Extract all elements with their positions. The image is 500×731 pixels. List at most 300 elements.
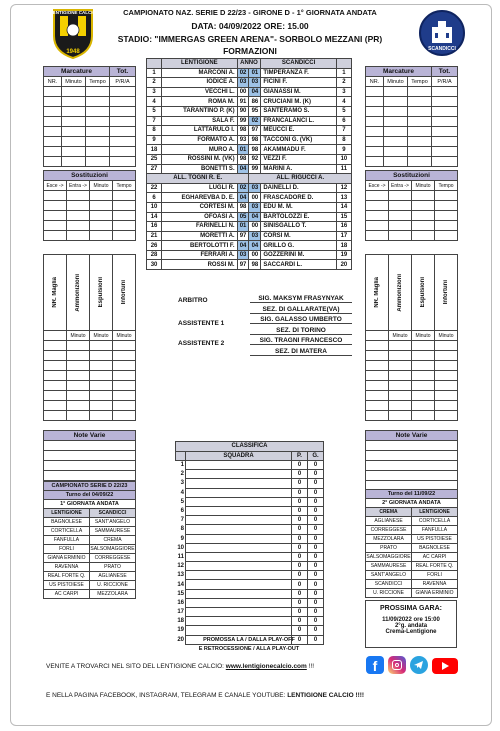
home-shirt-number: 5 — [147, 106, 162, 116]
empty-cell[interactable] — [86, 147, 110, 157]
assistant2-label: ASSISTENTE 2 — [178, 340, 225, 347]
away-shirt-number: 15 — [336, 212, 351, 222]
note-line[interactable] — [44, 461, 136, 471]
empty-cell[interactable] — [62, 127, 86, 137]
home-player-name: IODICE A. — [162, 78, 238, 88]
empty-cell[interactable] — [412, 221, 435, 231]
home-shirt-number: 18 — [147, 145, 162, 155]
team-cell[interactable] — [186, 580, 292, 589]
rank: 5 — [180, 498, 184, 505]
fixture-row — [44, 545, 136, 554]
empty-cell[interactable] — [113, 371, 136, 381]
empty-cell[interactable] — [366, 231, 389, 241]
round-title: 2° GIORNATA ANDATA — [366, 499, 458, 508]
empty-cell[interactable] — [90, 401, 113, 411]
team-cell[interactable] — [186, 479, 292, 488]
empty-cell[interactable] — [44, 341, 67, 351]
empty-cell[interactable] — [412, 381, 435, 391]
empty-cell[interactable] — [366, 201, 389, 211]
empty-cell[interactable] — [366, 211, 389, 221]
team-cell[interactable] — [186, 626, 292, 635]
standings-footnote-1: PROMOSSA LA / DALLA PLAY-OFF — [203, 637, 295, 643]
empty-cell[interactable] — [113, 201, 136, 211]
empty-cell[interactable] — [384, 117, 408, 127]
home-shirt-number: 9 — [147, 135, 162, 145]
footer-visit-text: VENITE A TROVARCI NEL SITO DEL LENTIGIONE CALCIO: — [46, 663, 224, 670]
empty-cell[interactable] — [408, 127, 432, 137]
round-championship: CAMPIONATO SERIE D 22/23 — [44, 482, 136, 491]
telegram-icon[interactable] — [410, 656, 428, 674]
empty-cell[interactable] — [44, 371, 67, 381]
empty-cell[interactable] — [90, 221, 113, 231]
empty-cell[interactable] — [44, 401, 67, 411]
empty-cell[interactable] — [412, 401, 435, 411]
empty-cell[interactable] — [67, 231, 90, 241]
empty-cell[interactable] — [44, 231, 67, 241]
points-cell: 0 — [292, 608, 308, 617]
empty-cell[interactable] — [366, 157, 384, 167]
right-marcature-cols — [366, 77, 458, 87]
empty-cell[interactable] — [389, 191, 412, 201]
note-line[interactable] — [366, 441, 458, 451]
standings-row — [176, 470, 324, 479]
rank: 20 — [177, 636, 184, 643]
empty-cell[interactable] — [44, 191, 67, 201]
empty-cell[interactable] — [67, 401, 90, 411]
empty-cell[interactable] — [432, 97, 458, 107]
empty-cell — [176, 451, 186, 461]
empty-cell[interactable] — [44, 361, 67, 371]
fixture-home: AC CARPI — [44, 590, 90, 599]
team-column-header: SQUADRA — [186, 451, 292, 461]
home-shirt-number: 6 — [147, 193, 162, 203]
empty-cell[interactable] — [113, 391, 136, 401]
empty-cell[interactable] — [86, 107, 110, 117]
points-cell: 0 — [292, 635, 308, 644]
empty-cell[interactable] — [435, 341, 458, 351]
empty-cell[interactable] — [67, 341, 90, 351]
team-cell[interactable] — [186, 525, 292, 534]
empty-cell[interactable] — [366, 191, 389, 201]
empty-cell[interactable] — [44, 411, 67, 421]
fixture-row — [44, 590, 136, 599]
team-cell[interactable] — [186, 571, 292, 580]
home-shirt-number: 21 — [147, 231, 162, 241]
team-cell[interactable] — [186, 552, 292, 561]
empty-cell[interactable] — [389, 411, 412, 421]
empty-cell[interactable] — [412, 361, 435, 371]
empty-cell[interactable] — [435, 221, 458, 231]
empty-cell[interactable] — [366, 137, 384, 147]
points-cell: 0 — [292, 525, 308, 534]
team-cell[interactable] — [186, 488, 292, 497]
empty-cell[interactable] — [62, 107, 86, 117]
youtube-icon[interactable] — [432, 658, 458, 674]
vertical-header: Espulsioni — [420, 277, 426, 308]
team-cell[interactable] — [186, 543, 292, 552]
empty-cell[interactable] — [62, 97, 86, 107]
games-cell: 0 — [308, 571, 324, 580]
empty-cell[interactable] — [86, 157, 110, 167]
vertical-header: Infortuni — [443, 280, 449, 305]
games-cell: 0 — [308, 608, 324, 617]
empty-cell[interactable] — [86, 137, 110, 147]
away-player-year: 04 — [249, 212, 261, 222]
empty-cell[interactable] — [435, 191, 458, 201]
note-line[interactable] — [366, 471, 458, 481]
team-cell[interactable] — [186, 608, 292, 617]
empty-cell[interactable] — [366, 381, 389, 391]
team-cell[interactable] — [186, 617, 292, 626]
home-player-year: 98 — [237, 154, 249, 164]
empty-cell[interactable] — [113, 401, 136, 411]
away-player-name: TIMPERANZA F. — [261, 68, 337, 78]
fixture-row — [366, 535, 458, 544]
empty-cell[interactable] — [435, 411, 458, 421]
empty-cell[interactable] — [408, 97, 432, 107]
fixture-home: SCANDICCI — [366, 580, 412, 589]
empty-cell[interactable] — [412, 351, 435, 361]
standings-row — [176, 506, 324, 515]
standings-row — [176, 534, 324, 543]
empty-cell[interactable] — [110, 87, 136, 97]
empty-cell[interactable] — [432, 87, 458, 97]
fixture-row — [366, 571, 458, 580]
empty-cell[interactable] — [113, 381, 136, 391]
empty-cell[interactable] — [113, 351, 136, 361]
empty-cell[interactable] — [412, 231, 435, 241]
home-player-year: 04 — [237, 241, 249, 251]
lineup-header-row — [147, 59, 352, 69]
fixture-away: SANT'ANGELO — [90, 518, 136, 527]
away-shirt-number: 16 — [336, 222, 351, 232]
away-player-year: 99 — [249, 164, 261, 174]
games-cell: 0 — [308, 552, 324, 561]
facebook-icon[interactable]: f — [366, 656, 384, 674]
empty-cell[interactable] — [90, 341, 113, 351]
empty-cell[interactable] — [435, 201, 458, 211]
note-line[interactable] — [366, 451, 458, 461]
team-cell[interactable] — [186, 562, 292, 571]
games-cell: 0 — [308, 543, 324, 552]
empty-cell[interactable] — [44, 211, 67, 221]
right-cards-head — [366, 255, 458, 331]
empty-cell[interactable] — [435, 351, 458, 361]
empty-cell[interactable] — [90, 351, 113, 361]
empty-cell[interactable] — [67, 221, 90, 231]
empty-cell[interactable] — [389, 221, 412, 231]
empty-cell[interactable] — [435, 371, 458, 381]
team-cell[interactable] — [186, 470, 292, 479]
empty-cell[interactable] — [113, 221, 136, 231]
empty-cell[interactable] — [435, 381, 458, 391]
empty-cell[interactable] — [110, 117, 136, 127]
column-header: Tempo — [86, 77, 110, 87]
empty-cell[interactable] — [44, 87, 62, 97]
standings-row — [176, 525, 324, 534]
note-line[interactable] — [44, 471, 136, 481]
games-cell: 0 — [308, 506, 324, 515]
empty-cell[interactable] — [432, 157, 458, 167]
note-row — [44, 461, 136, 471]
team-cell[interactable] — [186, 461, 292, 470]
empty-cell[interactable] — [384, 107, 408, 117]
empty-cell[interactable] — [44, 157, 62, 167]
empty-cell[interactable] — [113, 341, 136, 351]
empty-cell[interactable] — [44, 127, 62, 137]
games-column-header: G. — [308, 451, 324, 461]
empty-cell[interactable] — [44, 391, 67, 401]
standings-row — [176, 608, 324, 617]
empty-cell[interactable] — [90, 381, 113, 391]
empty-cell[interactable] — [113, 361, 136, 371]
home-coach: ALL. TOGNI R. E. — [147, 174, 249, 184]
standings-row — [176, 598, 324, 607]
empty-row — [44, 371, 136, 381]
empty-cell[interactable] — [412, 341, 435, 351]
standings-table — [175, 441, 324, 645]
empty-cell[interactable] — [432, 117, 458, 127]
empty-cell[interactable] — [412, 201, 435, 211]
empty-cell[interactable] — [86, 97, 110, 107]
home-player-name: ROSSINI M. (VK) — [162, 154, 238, 164]
empty-cell[interactable] — [389, 201, 412, 211]
team-cell[interactable] — [186, 497, 292, 506]
empty-cell[interactable] — [408, 137, 432, 147]
empty-cell[interactable] — [62, 157, 86, 167]
standings-row — [176, 488, 324, 497]
empty-cell[interactable] — [44, 137, 62, 147]
empty-cell[interactable] — [412, 411, 435, 421]
empty-cell[interactable] — [389, 231, 412, 241]
empty-cell[interactable] — [366, 391, 389, 401]
empty-cell[interactable] — [366, 411, 389, 421]
empty-cell[interactable] — [366, 221, 389, 231]
empty-cell[interactable] — [389, 341, 412, 351]
empty-cell[interactable] — [366, 361, 389, 371]
empty-cell[interactable] — [432, 147, 458, 157]
away-shirt-number: 5 — [336, 106, 351, 116]
standings-row — [176, 589, 324, 598]
left-cards-head — [44, 255, 136, 331]
away-shirt-number: 10 — [336, 154, 351, 164]
empty-cell[interactable] — [90, 231, 113, 241]
empty-cell[interactable] — [435, 361, 458, 371]
empty-cell[interactable] — [113, 191, 136, 201]
empty-cell[interactable] — [110, 97, 136, 107]
fixture-home: CORTICELLA — [44, 527, 90, 536]
empty-cell[interactable] — [384, 97, 408, 107]
note-line[interactable] — [366, 461, 458, 471]
empty-cell[interactable] — [408, 147, 432, 157]
empty-cell[interactable] — [432, 107, 458, 117]
empty-cell[interactable] — [389, 391, 412, 401]
empty-cell[interactable] — [67, 381, 90, 391]
empty-cell[interactable] — [90, 201, 113, 211]
footer-social-text: E NELLA PAGINA FACEBOOK, INSTAGRAM, TELEGRAM E CANALE YOUTUBE: — [46, 692, 286, 699]
team-cell[interactable] — [186, 516, 292, 525]
empty-cell[interactable] — [389, 361, 412, 371]
points-cell: 0 — [292, 534, 308, 543]
empty-cell[interactable] — [408, 87, 432, 97]
empty-cell[interactable] — [366, 87, 384, 97]
empty-cell[interactable] — [389, 381, 412, 391]
points-cell: 0 — [292, 506, 308, 515]
rank: 14 — [177, 581, 184, 588]
empty-cell[interactable] — [67, 371, 90, 381]
column-header: Tempo — [435, 181, 458, 191]
empty-cell[interactable] — [90, 361, 113, 371]
empty-cell[interactable] — [62, 117, 86, 127]
empty-cell[interactable] — [44, 221, 67, 231]
empty-cell[interactable] — [67, 201, 90, 211]
empty-cell[interactable] — [408, 117, 432, 127]
coach-row — [147, 174, 352, 184]
empty-cell[interactable] — [86, 117, 110, 127]
empty-cell[interactable] — [389, 211, 412, 221]
away-coach: ALL. RIGUCCI A. — [249, 174, 352, 184]
home-player-year: 97 — [237, 231, 249, 241]
empty-cell[interactable] — [110, 157, 136, 167]
away-player-year: 98 — [249, 145, 261, 155]
team-cell[interactable] — [186, 506, 292, 515]
empty-cell[interactable] — [384, 147, 408, 157]
spacer-row — [44, 421, 136, 431]
empty-cell[interactable] — [366, 127, 384, 137]
empty-cell[interactable] — [384, 137, 408, 147]
note-row — [366, 441, 458, 451]
website-link[interactable]: www.lentigionecalcio.com — [225, 663, 307, 670]
empty-cell[interactable] — [67, 391, 90, 401]
empty-cell[interactable] — [62, 87, 86, 97]
team-cell[interactable] — [186, 534, 292, 543]
column-header: P/R/A — [110, 77, 136, 87]
note-row — [44, 451, 136, 461]
empty-cell[interactable] — [366, 117, 384, 127]
away-shirt-number: 2 — [336, 78, 351, 88]
empty-cell[interactable] — [44, 381, 67, 391]
column-header: Minuto — [412, 181, 435, 191]
empty-cell[interactable] — [67, 361, 90, 371]
empty-cell[interactable] — [432, 127, 458, 137]
away-player-name: SACCARDI L. — [261, 260, 337, 270]
empty-cell[interactable] — [44, 201, 67, 211]
empty-cell[interactable] — [366, 107, 384, 117]
empty-cell[interactable] — [113, 211, 136, 221]
rank: 12 — [177, 563, 184, 570]
home-shirt-number: 30 — [147, 260, 162, 270]
vertical-header: Infortuni — [121, 280, 127, 305]
empty-cell[interactable] — [86, 87, 110, 97]
note-line[interactable] — [44, 441, 136, 451]
stadium: STADIO: "IMMERGAS GREEN ARENA"- SORBOLO MEZZANI (PR) — [117, 34, 383, 44]
empty-cell[interactable] — [67, 191, 90, 201]
empty-cell[interactable] — [44, 147, 62, 157]
empty-cell[interactable] — [412, 191, 435, 201]
empty-cell[interactable] — [90, 411, 113, 421]
empty-cell[interactable] — [62, 137, 86, 147]
year-header: ANNO — [237, 59, 261, 69]
empty-cell[interactable] — [44, 107, 62, 117]
empty-cell[interactable] — [110, 127, 136, 137]
empty-cell[interactable] — [44, 97, 62, 107]
empty-cell[interactable] — [110, 137, 136, 147]
fixture-home: FORLI — [44, 545, 90, 554]
empty-cell[interactable] — [90, 391, 113, 401]
home-player-name: ROSSI M. — [162, 260, 238, 270]
empty-cell[interactable] — [389, 351, 412, 361]
empty-cell[interactable] — [384, 87, 408, 97]
fixture-away: US PISTOIESE — [412, 535, 458, 544]
empty-cell[interactable] — [86, 127, 110, 137]
home-player-name: VECCHI L. — [162, 87, 238, 97]
empty-cell[interactable] — [90, 211, 113, 221]
empty-cell[interactable] — [44, 117, 62, 127]
empty-cell[interactable] — [113, 231, 136, 241]
fixture-row — [44, 554, 136, 563]
empty-cell[interactable] — [412, 371, 435, 381]
empty-cell[interactable] — [389, 401, 412, 411]
player-row — [147, 68, 352, 78]
empty-cell[interactable] — [384, 157, 408, 167]
empty-cell[interactable] — [384, 127, 408, 137]
empty-cell[interactable] — [435, 211, 458, 221]
team-cell[interactable] — [186, 589, 292, 598]
left-tot-label: Tot. — [110, 67, 136, 77]
empty-cell[interactable] — [366, 401, 389, 411]
right-cards-table — [365, 254, 458, 491]
empty-cell[interactable] — [90, 191, 113, 201]
empty-cell[interactable] — [435, 401, 458, 411]
right-minute-row — [366, 331, 458, 341]
lineup-header-blank — [147, 59, 162, 69]
empty-cell[interactable] — [435, 391, 458, 401]
points-cell: 0 — [292, 552, 308, 561]
empty-cell[interactable] — [44, 351, 67, 361]
empty-cell[interactable] — [62, 147, 86, 157]
empty-row — [44, 117, 136, 127]
rank: 11 — [177, 553, 184, 560]
empty-cell[interactable] — [366, 147, 384, 157]
empty-cell[interactable] — [67, 211, 90, 221]
empty-cell[interactable] — [366, 97, 384, 107]
empty-cell[interactable] — [366, 371, 389, 381]
empty-cell[interactable] — [366, 351, 389, 361]
vertical-header-cell — [389, 255, 412, 331]
team-cell[interactable] — [186, 598, 292, 607]
right-note-head — [366, 431, 458, 441]
empty-cell[interactable] — [113, 411, 136, 421]
empty-cell[interactable] — [408, 107, 432, 117]
empty-cell[interactable] — [67, 411, 90, 421]
empty-cell[interactable] — [110, 147, 136, 157]
empty-cell[interactable] — [389, 371, 412, 381]
empty-cell[interactable] — [90, 371, 113, 381]
note-line[interactable] — [44, 451, 136, 461]
empty-cell[interactable] — [412, 211, 435, 221]
empty-cell[interactable] — [366, 341, 389, 351]
home-shirt-number: 2 — [147, 78, 162, 88]
away-player-name: VEZZI F. — [261, 154, 337, 164]
fixture-row — [44, 527, 136, 536]
empty-cell[interactable] — [67, 351, 90, 361]
empty-cell[interactable] — [435, 231, 458, 241]
instagram-icon[interactable] — [388, 656, 406, 674]
empty-cell[interactable] — [432, 137, 458, 147]
empty-cell[interactable] — [110, 107, 136, 117]
empty-cell[interactable] — [412, 391, 435, 401]
empty-cell[interactable] — [408, 157, 432, 167]
